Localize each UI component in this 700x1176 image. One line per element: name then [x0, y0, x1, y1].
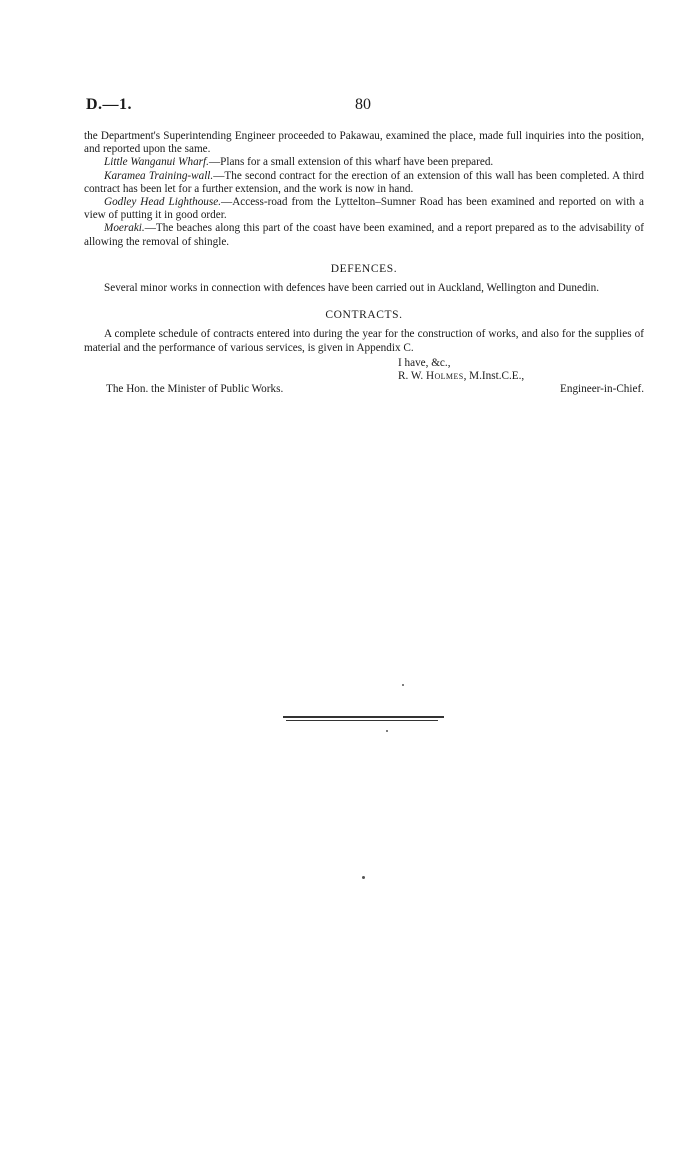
signatory-surname: Holmes [425, 369, 464, 382]
item-little-wanganui-wharf [84, 156, 644, 169]
body-text [84, 130, 644, 407]
closing-rule-secondary [286, 720, 438, 721]
defences-paragraph: Several minor works in connection with defences have been carried out in Auckland, Wellington and Dunedin. [104, 282, 600, 295]
item-text: —The second contract for the erection of an extension of this wall has been completed. A third contract has been let for a further extension, and the work is now in hand. [84, 169, 644, 195]
item-title: Godley Head Lighthouse. [104, 196, 222, 209]
document-reference: D.—1. [86, 96, 133, 113]
signature-block [84, 357, 644, 407]
item-godley-head-lighthouse [84, 196, 644, 222]
signatory-title: Engineer-in-Chief. [560, 382, 644, 395]
signatory-qualifications: , M.Inst.C.E., [463, 369, 525, 382]
item-title: Karamea Training-wall. [104, 169, 214, 182]
addressee: The Hon. the Minister of Public Works. [106, 382, 284, 395]
print-speck [402, 684, 404, 686]
item-title: Moeraki. [104, 222, 145, 235]
contracts-heading: CONTRACTS. [325, 309, 403, 322]
item-moeraki [84, 222, 644, 248]
closing-line: I have, &c., [398, 356, 451, 369]
print-speck [362, 876, 365, 879]
signatory-name [398, 370, 524, 383]
item-karamea-training-wall [84, 170, 644, 196]
print-speck [386, 730, 388, 732]
continuation-paragraph: the Department's Superintending Engineer proceeded to Pakawau, examined the place, made full inquiries into the position, and reported upon the same. [84, 130, 644, 156]
item-text: —Plans for a small extension of this wharf have been prepared. [208, 156, 494, 169]
item-text: —The beaches along this part of the coast have been examined, and a report prepared as to the advisability of allowing the removal of shingle. [84, 222, 644, 248]
page-number: 80 [355, 96, 371, 113]
closing-rule [283, 716, 444, 718]
item-text: —Access-road from the Lyttelton–Sumner Road has been examined and reported on with a view of putting it in good order. [84, 196, 644, 222]
defences-heading: DEFENCES. [330, 262, 398, 275]
contracts-paragraph: A complete schedule of contracts entered into during the year for the construction of works, and also for the supplies of material and the performance of various services, is given in Appendix C. [84, 328, 644, 354]
item-title: Little Wanganui Wharf. [104, 156, 209, 169]
signatory-initials: R. W. [398, 369, 426, 382]
